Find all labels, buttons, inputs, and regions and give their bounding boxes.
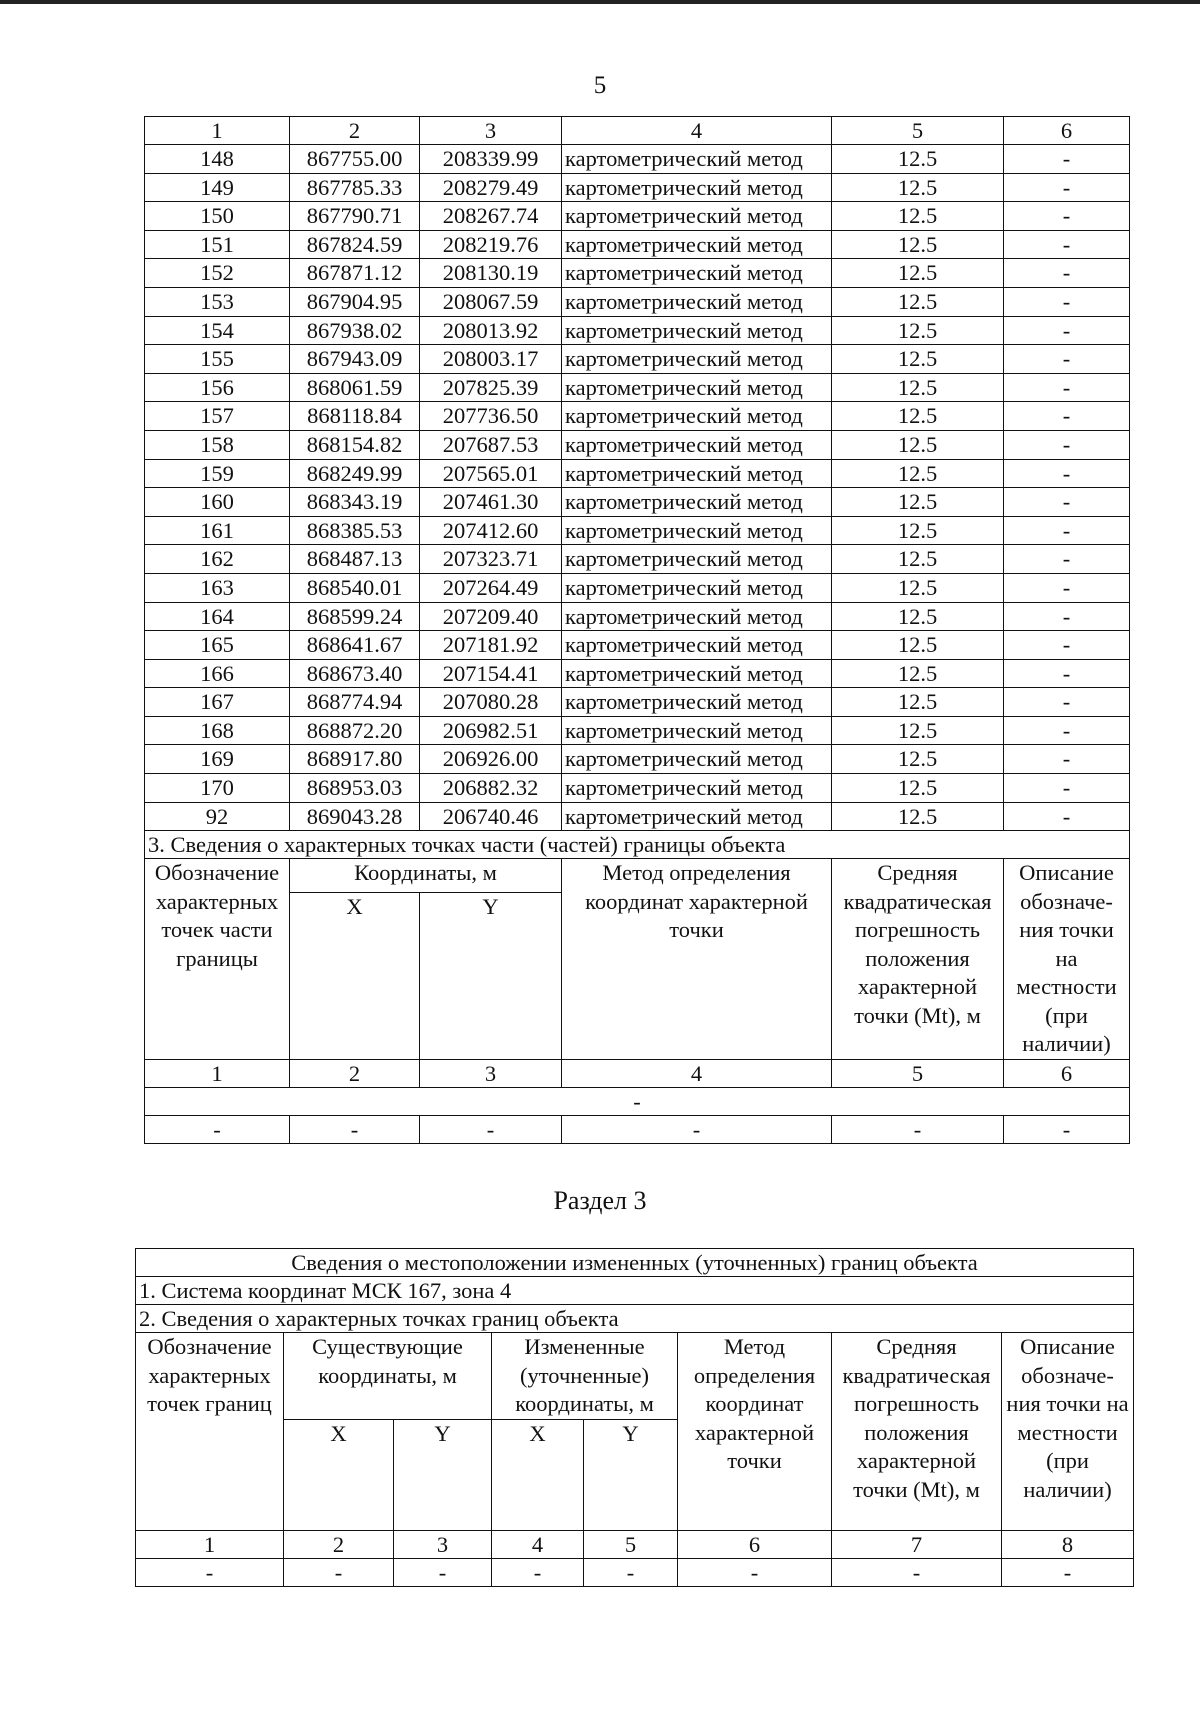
y-coordinate-cell: 206740.46	[420, 802, 562, 831]
empty-cell: -	[678, 1558, 832, 1586]
x-coordinate-cell: 867938.02	[290, 316, 420, 345]
method-cell: картометрический метод	[562, 145, 832, 174]
x-coordinate-cell: 867755.00	[290, 145, 420, 174]
method-cell: картометрический метод	[562, 202, 832, 231]
y-coordinate-cell: 208130.19	[420, 259, 562, 288]
header-cell: 3	[420, 117, 562, 145]
changed-boundaries-table	[135, 1248, 1134, 1587]
point-id-cell: 160	[145, 488, 290, 517]
table-row	[145, 716, 1130, 745]
point-id-cell: 154	[145, 316, 290, 345]
y-coordinate-cell: 208013.92	[420, 316, 562, 345]
x-coordinate-cell: 867871.12	[290, 259, 420, 288]
description-cell: -	[1004, 259, 1130, 288]
description-cell: -	[1004, 802, 1130, 831]
part-section	[145, 831, 1130, 1144]
number-cell: 6	[678, 1530, 832, 1558]
x-coordinate-cell: 868599.24	[290, 602, 420, 631]
method-cell: картометрический метод	[562, 373, 832, 402]
point-id-cell: 155	[145, 345, 290, 374]
point-id-cell: 165	[145, 631, 290, 660]
x-coordinate-cell: 867943.09	[290, 345, 420, 374]
error-cell: 12.5	[832, 659, 1004, 688]
part-method-header: Метод определения координат характерной точки	[562, 859, 832, 1060]
y-coordinate-cell: 207080.28	[420, 688, 562, 717]
x-coordinate-cell: 867904.95	[290, 287, 420, 316]
description-cell: -	[1004, 373, 1130, 402]
description-cell: -	[1004, 688, 1130, 717]
method-cell: картометрический метод	[562, 802, 832, 831]
part-number-cell: 6	[1004, 1059, 1130, 1087]
changed-x-header: X	[492, 1419, 584, 1530]
x-coordinate-cell: 868118.84	[290, 402, 420, 431]
method-cell: картометрический метод	[562, 287, 832, 316]
method-cell: картометрический метод	[562, 430, 832, 459]
table-row	[145, 545, 1130, 574]
description-cell: -	[1004, 573, 1130, 602]
header-cell: 1	[145, 117, 290, 145]
error-cell: 12.5	[832, 173, 1004, 202]
table-row	[145, 802, 1130, 831]
part-y-header: Y	[420, 892, 562, 1059]
changed-boundaries-title: Сведения о местоположении измененных (уточненных) границ объекта	[136, 1249, 1134, 1277]
table-row	[145, 488, 1130, 517]
part-section-title: 3. Сведения о характерных точках части (частей) границы объекта	[145, 831, 1130, 859]
point-id-cell: 158	[145, 430, 290, 459]
x-coordinate-cell: 868540.01	[290, 573, 420, 602]
section-title: Раздел 3	[553, 1186, 647, 1215]
table-row	[145, 459, 1130, 488]
table-row	[145, 145, 1130, 174]
table-row	[145, 602, 1130, 631]
method-header: Метод определения координат характерной точки	[678, 1333, 832, 1531]
table-row	[145, 259, 1130, 288]
error-cell: 12.5	[832, 316, 1004, 345]
x-coordinate-cell: 867824.59	[290, 230, 420, 259]
point-id-cell: 162	[145, 545, 290, 574]
point-id-cell: 149	[145, 173, 290, 202]
description-cell: -	[1004, 145, 1130, 174]
header-cell: 2	[290, 117, 420, 145]
x-coordinate-cell: 868917.80	[290, 745, 420, 774]
y-coordinate-cell: 208267.74	[420, 202, 562, 231]
error-cell: 12.5	[832, 716, 1004, 745]
part-empty-cell: -	[562, 1115, 832, 1143]
description-cell: -	[1004, 774, 1130, 803]
y-coordinate-cell: 208279.49	[420, 173, 562, 202]
part-empty-cell: -	[145, 1115, 290, 1143]
table-row	[145, 345, 1130, 374]
point-id-cell: 157	[145, 402, 290, 431]
point-id-cell: 92	[145, 802, 290, 831]
y-coordinate-cell: 206882.32	[420, 774, 562, 803]
description-cell: -	[1004, 659, 1130, 688]
method-cell: картометрический метод	[562, 345, 832, 374]
y-coordinate-cell: 207687.53	[420, 430, 562, 459]
table-row	[145, 631, 1130, 660]
number-cell: 8	[1002, 1530, 1134, 1558]
empty-cell: -	[284, 1558, 394, 1586]
error-cell: 12.5	[832, 259, 1004, 288]
error-cell: 12.5	[832, 488, 1004, 517]
error-cell: 12.5	[832, 602, 1004, 631]
header-cell: 4	[562, 117, 832, 145]
x-coordinate-cell: 869043.28	[290, 802, 420, 831]
point-id-cell: 151	[145, 230, 290, 259]
method-cell: картометрический метод	[562, 516, 832, 545]
error-cell: 12.5	[832, 573, 1004, 602]
table-row	[145, 516, 1130, 545]
point-id-cell: 152	[145, 259, 290, 288]
y-coordinate-cell: 207736.50	[420, 402, 562, 431]
existing-coords-header: Существующие координаты, м	[284, 1333, 492, 1420]
table-row	[145, 430, 1130, 459]
empty-cell: -	[1002, 1558, 1134, 1586]
y-coordinate-cell: 207825.39	[420, 373, 562, 402]
part-coords-header: Координаты, м	[290, 859, 562, 893]
method-cell: картометрический метод	[562, 688, 832, 717]
coordinate-system: 1. Система координат МСК 167, зона 4	[136, 1277, 1134, 1305]
y-coordinate-cell: 207412.60	[420, 516, 562, 545]
method-cell: картометрический метод	[562, 488, 832, 517]
point-id-cell: 164	[145, 602, 290, 631]
x-coordinate-cell: 868673.40	[290, 659, 420, 688]
description-cell: -	[1004, 488, 1130, 517]
x-coordinate-cell: 868641.67	[290, 631, 420, 660]
method-cell: картометрический метод	[562, 316, 832, 345]
x-coordinate-cell: 867790.71	[290, 202, 420, 231]
point-id-cell: 170	[145, 774, 290, 803]
part-number-cell: 5	[832, 1059, 1004, 1087]
y-coordinate-cell: 208003.17	[420, 345, 562, 374]
part-error-header: Средняя квадратическая погрешность положения характерной точки (Mt), м	[832, 859, 1004, 1060]
empty-cell: -	[492, 1558, 584, 1586]
table-row	[145, 774, 1130, 803]
column-number-row	[145, 117, 1130, 145]
table-row	[145, 573, 1130, 602]
y-coordinate-cell: 206982.51	[420, 716, 562, 745]
part-number-cell: 4	[562, 1059, 832, 1087]
y-coordinate-cell: 207461.30	[420, 488, 562, 517]
number-cell: 7	[832, 1530, 1002, 1558]
table-row	[145, 230, 1130, 259]
error-cell: 12.5	[832, 402, 1004, 431]
empty-cell: -	[584, 1558, 678, 1586]
error-header: Средняя квадратическая погрешность положения характерной точки (Mt), м	[832, 1333, 1002, 1531]
boundary-points-body	[145, 117, 1130, 831]
error-cell: 12.5	[832, 545, 1004, 574]
method-cell: картометрический метод	[562, 459, 832, 488]
method-cell: картометрический метод	[562, 259, 832, 288]
error-cell: 12.5	[832, 688, 1004, 717]
points-section-title: 2. Сведения о характерных точках границ объекта	[136, 1305, 1134, 1333]
number-cell: 1	[136, 1530, 284, 1558]
method-cell: картометрический метод	[562, 573, 832, 602]
error-cell: 12.5	[832, 202, 1004, 231]
part-x-header: X	[290, 892, 420, 1059]
error-cell: 12.5	[832, 631, 1004, 660]
point-id-cell: 168	[145, 716, 290, 745]
error-cell: 12.5	[832, 516, 1004, 545]
point-id-cell: 161	[145, 516, 290, 545]
y-coordinate-cell: 207181.92	[420, 631, 562, 660]
description-cell: -	[1004, 230, 1130, 259]
error-cell: 12.5	[832, 230, 1004, 259]
part-number-cell: 1	[145, 1059, 290, 1087]
empty-cell: -	[832, 1558, 1002, 1586]
description-cell: -	[1004, 545, 1130, 574]
part-empty-cell: -	[1004, 1115, 1130, 1143]
existing-x-header: X	[284, 1419, 394, 1530]
error-cell: 12.5	[832, 287, 1004, 316]
part-description-header: Описание обозначе-ния точки на местности (при наличии)	[1004, 859, 1130, 1060]
existing-y-header: Y	[394, 1419, 492, 1530]
point-id-cell: 159	[145, 459, 290, 488]
description-cell: -	[1004, 516, 1130, 545]
changed-coords-header: Измененные (уточненные) координаты, м	[492, 1333, 678, 1420]
x-coordinate-cell: 868154.82	[290, 430, 420, 459]
part-number-cell: 3	[420, 1059, 562, 1087]
boundary-points-table	[144, 116, 1130, 1144]
designation-header: Обозначение характерных точек границ	[136, 1333, 284, 1531]
x-coordinate-cell: 868774.94	[290, 688, 420, 717]
description-cell: -	[1004, 173, 1130, 202]
x-coordinate-cell: 868249.99	[290, 459, 420, 488]
description-cell: -	[1004, 459, 1130, 488]
part-number-cell: 2	[290, 1059, 420, 1087]
y-coordinate-cell: 208339.99	[420, 145, 562, 174]
part-number-row	[145, 1059, 1130, 1087]
error-cell: 12.5	[832, 345, 1004, 374]
description-cell: -	[1004, 602, 1130, 631]
point-id-cell: 153	[145, 287, 290, 316]
table-row	[145, 316, 1130, 345]
description-cell: -	[1004, 345, 1130, 374]
y-coordinate-cell: 208067.59	[420, 287, 562, 316]
point-id-cell: 150	[145, 202, 290, 231]
x-coordinate-cell: 868487.13	[290, 545, 420, 574]
number-cell: 2	[284, 1530, 394, 1558]
method-cell: картометрический метод	[562, 402, 832, 431]
page-number: 5	[593, 72, 607, 99]
part-merged-empty-row: -	[145, 1087, 1130, 1115]
point-id-cell: 148	[145, 145, 290, 174]
error-cell: 12.5	[832, 745, 1004, 774]
y-coordinate-cell: 207209.40	[420, 602, 562, 631]
empty-cell: -	[394, 1558, 492, 1586]
method-cell: картометрический метод	[562, 659, 832, 688]
table-row	[145, 402, 1130, 431]
x-coordinate-cell: 868343.19	[290, 488, 420, 517]
y-coordinate-cell: 207323.71	[420, 545, 562, 574]
point-id-cell: 163	[145, 573, 290, 602]
changed-y-header: Y	[584, 1419, 678, 1530]
number-row	[136, 1530, 1134, 1558]
description-cell: -	[1004, 316, 1130, 345]
y-coordinate-cell: 207264.49	[420, 573, 562, 602]
error-cell: 12.5	[832, 802, 1004, 831]
point-id-cell: 167	[145, 688, 290, 717]
description-cell: -	[1004, 402, 1130, 431]
y-coordinate-cell: 207154.41	[420, 659, 562, 688]
table-row	[145, 688, 1130, 717]
point-id-cell: 166	[145, 659, 290, 688]
error-cell: 12.5	[832, 145, 1004, 174]
table-row	[145, 287, 1130, 316]
description-cell: -	[1004, 287, 1130, 316]
description-cell: -	[1004, 631, 1130, 660]
method-cell: картометрический метод	[562, 631, 832, 660]
error-cell: 12.5	[832, 373, 1004, 402]
header-cell: 6	[1004, 117, 1130, 145]
point-id-cell: 156	[145, 373, 290, 402]
method-cell: картометрический метод	[562, 230, 832, 259]
part-empty-cell: -	[832, 1115, 1004, 1143]
method-cell: картометрический метод	[562, 602, 832, 631]
part-designation-header: Обозначение характерных точек части границы	[145, 859, 290, 1060]
error-cell: 12.5	[832, 430, 1004, 459]
method-cell: картометрический метод	[562, 173, 832, 202]
x-coordinate-cell: 868872.20	[290, 716, 420, 745]
empty-cell: -	[136, 1558, 284, 1586]
table-row	[145, 659, 1130, 688]
table-row	[145, 745, 1130, 774]
description-cell: -	[1004, 430, 1130, 459]
description-cell: -	[1004, 716, 1130, 745]
method-cell: картометрический метод	[562, 716, 832, 745]
y-coordinate-cell: 208219.76	[420, 230, 562, 259]
error-cell: 12.5	[832, 774, 1004, 803]
x-coordinate-cell: 868385.53	[290, 516, 420, 545]
method-cell: картометрический метод	[562, 774, 832, 803]
y-coordinate-cell: 207565.01	[420, 459, 562, 488]
description-header: Описание обозначе-ния точки на местности (при наличии)	[1002, 1333, 1134, 1531]
x-coordinate-cell: 868953.03	[290, 774, 420, 803]
part-empty-cell: -	[290, 1115, 420, 1143]
part-empty-row	[145, 1115, 1130, 1143]
table-row	[145, 202, 1130, 231]
table-row	[145, 373, 1130, 402]
x-coordinate-cell: 867785.33	[290, 173, 420, 202]
description-cell: -	[1004, 745, 1130, 774]
header-cell: 5	[832, 117, 1004, 145]
number-cell: 4	[492, 1530, 584, 1558]
scan-top-border	[0, 0, 1200, 4]
point-id-cell: 169	[145, 745, 290, 774]
number-cell: 3	[394, 1530, 492, 1558]
empty-row	[136, 1558, 1134, 1586]
error-cell: 12.5	[832, 459, 1004, 488]
table-row	[145, 173, 1130, 202]
method-cell: картометрический метод	[562, 745, 832, 774]
number-cell: 5	[584, 1530, 678, 1558]
description-cell: -	[1004, 202, 1130, 231]
part-empty-cell: -	[420, 1115, 562, 1143]
method-cell: картометрический метод	[562, 545, 832, 574]
x-coordinate-cell: 868061.59	[290, 373, 420, 402]
y-coordinate-cell: 206926.00	[420, 745, 562, 774]
